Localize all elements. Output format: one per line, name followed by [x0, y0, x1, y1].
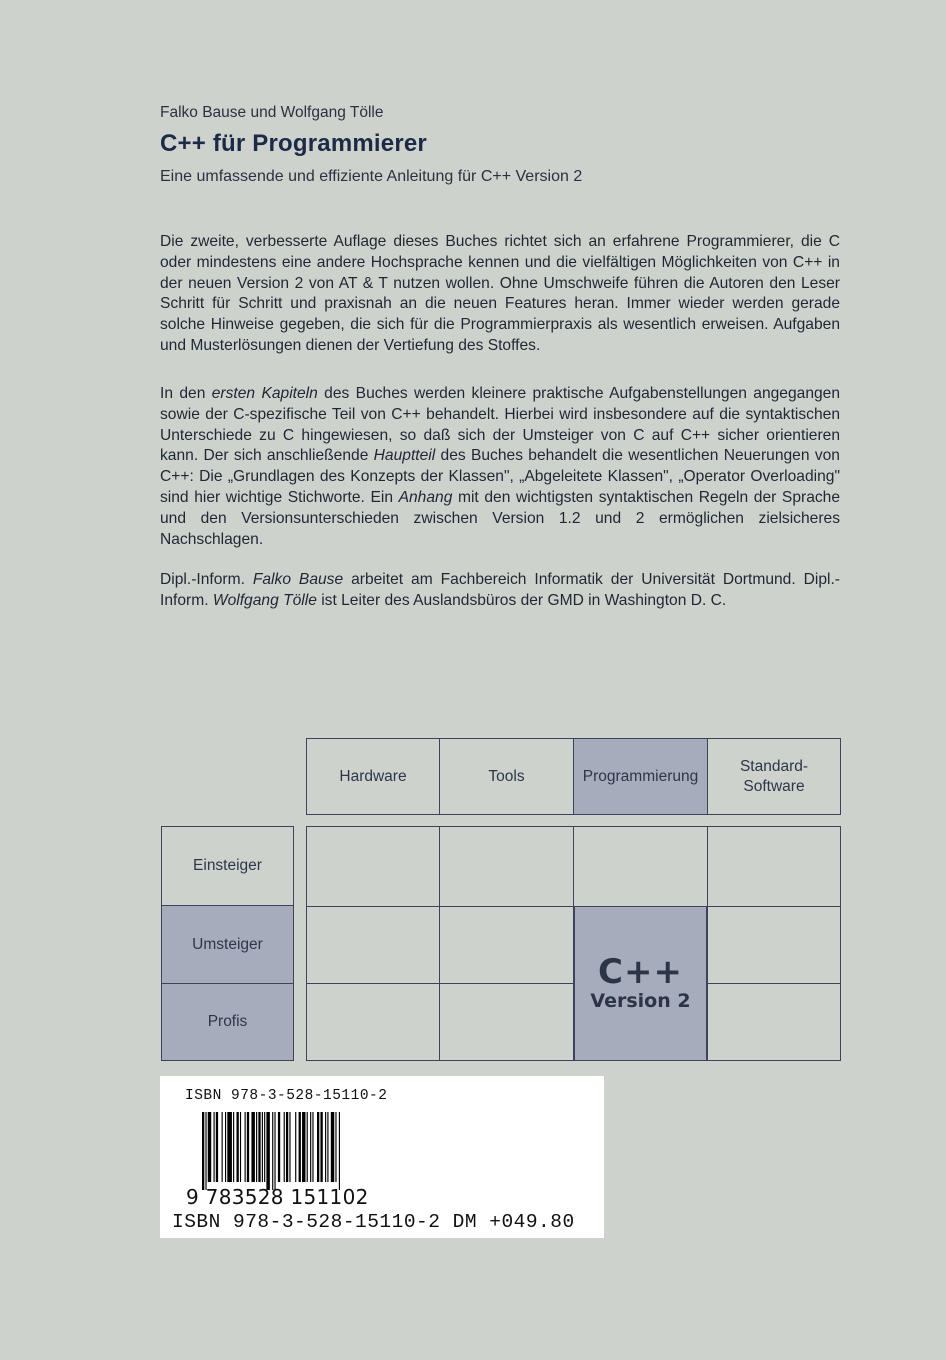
barcode-bar	[233, 1112, 234, 1182]
grid-cell	[439, 983, 574, 1061]
barcode-bar	[299, 1112, 301, 1182]
barcode-bar	[312, 1112, 313, 1182]
column-header-programmierung: Programmierung	[573, 738, 708, 815]
emphasis-text: Anhang	[398, 488, 453, 506]
barcode-bar	[251, 1112, 254, 1182]
author-bio-paragraph	[160, 570, 840, 612]
text-run: ist Leiter des Auslandsbüros der GMD in Washington D. C.	[316, 591, 727, 609]
barcode-bar	[307, 1112, 308, 1182]
ean-digits: 9 783528 151102	[186, 1185, 369, 1209]
barcode-bar	[325, 1112, 326, 1182]
barcode-bar	[214, 1112, 215, 1182]
grid-cell	[707, 983, 841, 1061]
author-name: Falko Bause	[252, 571, 344, 588]
cpp-logo: C++	[598, 951, 683, 992]
barcode-bar	[256, 1112, 257, 1182]
cpp-version-block	[574, 906, 707, 1061]
column-header-tools: Tools	[439, 738, 574, 815]
barcode-bar	[216, 1112, 218, 1182]
barcode-bar	[327, 1112, 328, 1182]
contents-paragraph	[160, 384, 840, 550]
row-header-umsteiger: Umsteiger	[161, 905, 294, 984]
barcode-bar	[295, 1112, 296, 1182]
text-run: mit den wichtigsten syntaktischen Regeln der Sprache und den Versionsunterschieden zwischen Version 1.2 und 2 ermöglichen zielsicheres Nachschlagen.	[160, 488, 841, 548]
barcode-bar	[274, 1112, 275, 1190]
grid-cell	[306, 826, 440, 907]
barcode-bar	[202, 1112, 204, 1190]
text-run: In den	[160, 385, 212, 402]
column-header-standard-software: Standard- Software	[707, 738, 841, 815]
barcode-bar	[286, 1112, 288, 1182]
barcode-bar	[225, 1112, 226, 1182]
barcode-bar	[310, 1112, 311, 1182]
grid-cell	[707, 906, 841, 984]
text-run: Dipl.-Inform.	[160, 571, 253, 588]
row-header-profis: Profis	[161, 983, 294, 1061]
description-paragraph: Die zweite, verbesserte Auflage dieses Buches richtet sich an erfahrene Programmierer, die C oder mindestens eine andere Hochsprache kennen und die vielfältigen Möglichkeiten von C++ in der neuen Version 2 von AT & T nutzen wollen. Ohne Umschweife führen die Autoren den Leser Schritt für Schritt und praxisnah an die neuen Features heran. Immer wieder werden gerade solche Hinweise gegeben, die sich für die Programmierpraxis als wesentlich erweisen. Aufgaben und Musterlösungen dienen der Vertiefung des Stoffes.	[160, 233, 840, 354]
barcode-bar	[262, 1112, 263, 1182]
grid-cell	[439, 906, 574, 984]
text-run: des Buches werden kleinere praktische Aufgabenstellungen angegangen sowie der C-spezifische Teil von C++ behandelt. Hierbei wird insbesondere auf die syntaktischen Unterschiede zu C hingewiesen, so daß sich der Umsteiger von C auf C++ sicher orientieren kann. Der sich anschließende	[160, 385, 841, 465]
barcode-icon	[202, 1112, 374, 1190]
isbn-text: ISBN 978-3-528-15110-2	[185, 1088, 388, 1104]
barcode-bar	[240, 1112, 241, 1182]
barcode-bar	[258, 1112, 260, 1182]
grid-cell	[573, 826, 708, 907]
barcode-bar	[247, 1112, 249, 1182]
emphasis-text: Hauptteil	[373, 447, 436, 465]
text-run: arbeitet am Fachbereich Informatik der Universität Dortmund. Dipl.-Inform.	[160, 571, 840, 609]
barcode-bar	[289, 1112, 290, 1182]
row-header-einsteiger: Einsteiger	[161, 826, 294, 906]
barcode-bar	[339, 1112, 340, 1190]
authors: Falko Bause und Wolfgang Tölle	[160, 104, 384, 121]
barcode-bar	[335, 1112, 336, 1182]
barcode-bar	[320, 1112, 322, 1182]
book-title: C++ für Programmierer	[160, 130, 427, 157]
text-run: des Buches behandelt die wesentlichen Neuerungen von C++: Die „Grundlagen des Konzepts der Klassen", „Abgeleitete Klassen", „Operator Overloading" sind hier wichtige Stichworte. Ein	[160, 447, 840, 506]
barcode-bar	[264, 1112, 265, 1182]
grid-cell	[439, 826, 574, 907]
barcode-bar	[317, 1112, 319, 1182]
book-subtitle: Eine umfassende und effiziente Anleitung für C++ Version 2	[160, 168, 583, 185]
barcode-bar	[272, 1112, 273, 1190]
barcode-bar	[284, 1112, 285, 1182]
barcode-bar	[278, 1112, 280, 1182]
emphasis-text: ersten Kapiteln	[211, 385, 318, 402]
barcode-bar	[245, 1112, 246, 1182]
isbn-price-text: ISBN 978-3-528-15110-2 DM +049.80	[172, 1211, 575, 1233]
barcode-bar	[266, 1112, 269, 1190]
grid-cell	[306, 983, 440, 1061]
barcode-bar	[208, 1112, 211, 1182]
grid-cell	[306, 906, 440, 984]
column-header-hardware: Hardware	[306, 738, 440, 815]
cpp-version-label: Version 2	[590, 989, 691, 1012]
barcode-bar	[227, 1112, 232, 1182]
barcode-bar	[331, 1112, 334, 1182]
grid-cell	[707, 826, 841, 907]
barcode-bar	[237, 1112, 239, 1182]
barcode-bar	[205, 1112, 206, 1190]
barcode-bar	[302, 1112, 305, 1182]
author-name: Wolfgang Tölle	[212, 591, 317, 609]
barcode-bar	[222, 1112, 223, 1182]
